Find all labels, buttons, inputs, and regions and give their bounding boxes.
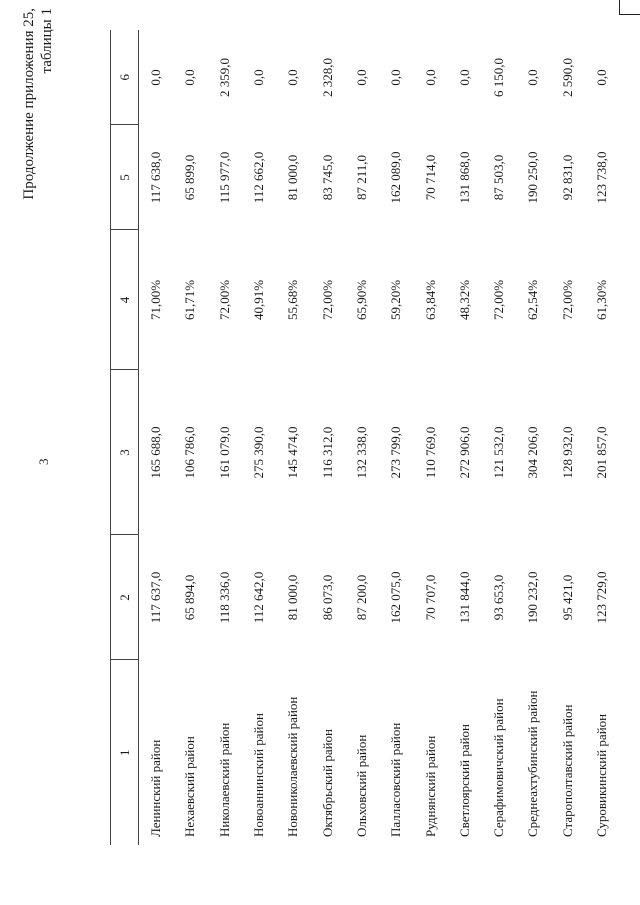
value-cell: 86 073,0 — [319, 574, 335, 621]
value-cell: 87 503,0 — [491, 154, 507, 201]
value-cell: 81 000,0 — [285, 154, 301, 201]
value-cell: 65 894,0 — [182, 574, 198, 621]
district-name-cell: Среднеахтубинский район — [525, 690, 541, 837]
value-cell: 131 868,0 — [456, 151, 472, 204]
district-name-cell: Нехаевский район — [182, 736, 198, 837]
value-cell: 2 590,0 — [559, 58, 575, 97]
value-cell: 117 638,0 — [148, 151, 164, 204]
value-cell: 0,0 — [148, 69, 164, 86]
value-cell: 55,68% — [285, 279, 301, 321]
value-cell: 273 799,0 — [388, 426, 404, 479]
table-body — [139, 30, 620, 845]
value-cell: 87 211,0 — [353, 154, 369, 201]
data-table — [110, 30, 619, 845]
table-row — [379, 30, 413, 845]
district-name-cell: Ленинский район — [148, 739, 164, 837]
value-cell: 106 786,0 — [182, 426, 198, 479]
value-cell: 92 831,0 — [559, 154, 575, 201]
value-cell: 2 328,0 — [319, 58, 335, 97]
value-cell: 117 637,0 — [148, 571, 164, 624]
district-name-cell: Старополтавский район — [559, 704, 575, 837]
value-cell: 131 844,0 — [456, 571, 472, 624]
table-row — [482, 30, 516, 845]
district-name-cell: Новоаннинский район — [251, 713, 267, 837]
table-row — [413, 30, 447, 845]
value-cell: 72,00% — [491, 279, 507, 321]
value-cell: 112 662,0 — [251, 151, 267, 204]
value-cell: 0,0 — [388, 69, 404, 86]
value-cell: 93 653,0 — [491, 574, 507, 621]
value-cell: 6 150,0 — [491, 58, 507, 97]
value-cell: 145 474,0 — [285, 426, 301, 479]
column-header: 3 — [111, 370, 139, 535]
value-cell: 72,00% — [319, 279, 335, 321]
column-header: 1 — [111, 660, 139, 845]
district-name-cell: Николаевский район — [216, 722, 232, 837]
value-cell: 70 714,0 — [422, 154, 438, 201]
value-cell: 61,30% — [594, 279, 609, 321]
value-cell: 40,91% — [251, 279, 267, 321]
column-header: 4 — [111, 230, 139, 370]
value-cell: 65,90% — [353, 279, 369, 321]
value-cell: 0,0 — [456, 69, 472, 86]
table-row — [276, 30, 310, 845]
district-name-cell: Серафимовичский район — [491, 698, 507, 837]
caption-line: Продолжение приложения 25, — [21, 8, 37, 200]
appendix-caption — [20, 8, 56, 268]
value-cell: 0,0 — [422, 69, 438, 86]
value-cell: 48,32% — [456, 279, 472, 321]
column-header: 5 — [111, 125, 139, 230]
column-header: 6 — [111, 30, 139, 125]
district-name-cell: Октябрьский район — [319, 729, 335, 837]
value-cell: 190 250,0 — [525, 151, 541, 204]
value-cell: 2 359,0 — [216, 58, 232, 97]
value-cell: 110 769,0 — [422, 426, 438, 479]
value-cell: 62,54% — [525, 279, 541, 321]
value-cell: 70 707,0 — [422, 574, 438, 621]
value-cell: 72,00% — [216, 279, 232, 321]
value-cell: 201 857,0 — [594, 426, 609, 479]
table-row — [139, 30, 174, 845]
value-cell: 161 079,0 — [216, 426, 232, 479]
table-row — [516, 30, 550, 845]
caption-line: таблицы 1 — [39, 8, 55, 74]
value-cell: 112 642,0 — [251, 571, 267, 624]
value-cell: 190 232,0 — [525, 571, 541, 624]
district-name-cell: Новониколаевский район — [285, 696, 301, 837]
district-name-cell: Ольховский район — [353, 734, 369, 837]
value-cell: 72,00% — [559, 279, 575, 321]
value-cell: 61,71% — [182, 279, 198, 321]
district-name-cell: Руднянский район — [422, 735, 438, 837]
value-cell: 116 312,0 — [319, 426, 335, 479]
value-cell: 65 899,0 — [182, 154, 198, 201]
value-cell: 0,0 — [285, 69, 301, 86]
value-cell: 0,0 — [182, 69, 198, 86]
value-cell: 0,0 — [525, 69, 541, 86]
value-cell: 121 532,0 — [491, 426, 507, 479]
value-cell: 0,0 — [353, 69, 369, 86]
value-cell: 272 906,0 — [456, 426, 472, 479]
value-cell: 123 738,0 — [594, 151, 609, 204]
table-row — [345, 30, 379, 845]
value-cell: 63,84% — [422, 279, 438, 321]
district-name-cell: Светлоярский район — [456, 723, 472, 837]
value-cell: 165 688,0 — [148, 426, 164, 479]
table-header-row — [111, 30, 139, 845]
table-row — [208, 30, 242, 845]
value-cell: 123 729,0 — [594, 571, 609, 624]
value-cell: 304 206,0 — [525, 426, 541, 479]
district-name-cell: Суровикинский район — [594, 713, 609, 837]
value-cell: 81 000,0 — [285, 574, 301, 621]
page-number: 3 — [36, 458, 51, 465]
table-row — [585, 30, 619, 845]
value-cell: 162 089,0 — [388, 151, 404, 204]
value-cell: 275 390,0 — [251, 426, 267, 479]
value-cell: 118 336,0 — [216, 571, 232, 624]
value-cell: 0,0 — [251, 69, 267, 86]
table-row — [551, 30, 585, 845]
district-name-cell: Палласовский район — [388, 722, 404, 837]
value-cell: 87 200,0 — [353, 574, 369, 621]
column-header: 2 — [111, 535, 139, 660]
value-cell: 115 977,0 — [216, 151, 232, 204]
value-cell: 95 421,0 — [559, 574, 575, 621]
table-row — [242, 30, 276, 845]
value-cell: 132 338,0 — [353, 426, 369, 479]
value-cell: 71,00% — [148, 279, 164, 321]
value-cell: 128 932,0 — [559, 426, 575, 479]
table-row — [448, 30, 482, 845]
value-cell: 83 745,0 — [319, 154, 335, 201]
value-cell: 59,20% — [388, 279, 404, 321]
table-row — [310, 30, 344, 845]
table-row — [173, 30, 207, 845]
value-cell: 162 075,0 — [388, 571, 404, 624]
value-cell: 0,0 — [594, 69, 609, 86]
